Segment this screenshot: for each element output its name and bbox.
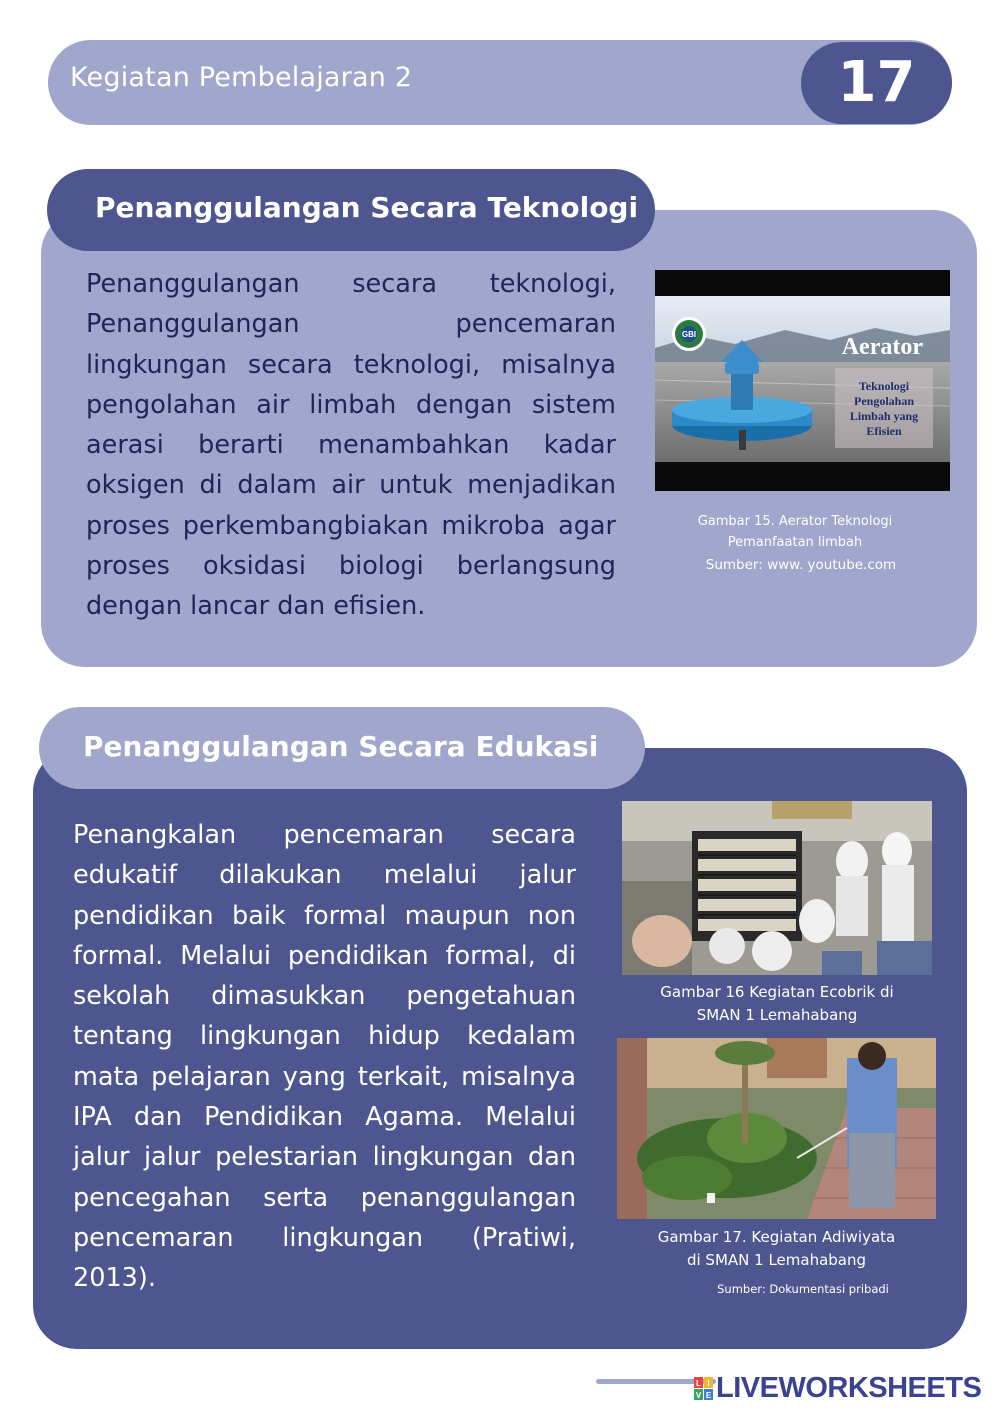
logo-letter-v: V: [695, 1391, 702, 1400]
section-edukasi-heading: Penanggulangan Secara Edukasi: [83, 730, 599, 763]
section-teknologi-body: Penanggulangan secara teknologi, Penanggulangan pencemaran lingkungan secara teknologi, misalnya pengolahan air limbah dengan sistem aerasi berarti menambahkan kadar oksigen di dalam air untuk menjadikan proses perkembangbiakan mikroba agar proses oksidasi biologi berlangsung dengan lancar dan efisien.: [86, 269, 616, 622]
aerator-image-title: Aerator: [841, 334, 923, 360]
liveworksheets-brand[interactable]: LIVEWORKSHEETS: [716, 1372, 982, 1404]
aerator-subtitle-4: Efisien: [866, 424, 902, 438]
figure-17-source: Sumber: Dokumentasi pribadi: [717, 1282, 889, 1296]
figure-16-caption-line2: SMAN 1 Lemahabang: [696, 1006, 858, 1024]
figure-16-caption-line1: Gambar 16 Kegiatan Ecobrik di: [660, 983, 894, 1001]
page-number: 17: [801, 42, 952, 124]
aerator-image: [655, 270, 950, 491]
header-title: Kegiatan Pembelajaran 2: [70, 62, 413, 93]
logo-letter-l: L: [696, 1379, 701, 1388]
adiwiyata-photo: [617, 1038, 936, 1219]
ecobrik-photo: [622, 801, 932, 975]
aerator-subtitle-3: Limbah yang: [849, 409, 919, 423]
ecobrik-illustration: [622, 801, 932, 975]
logo-letter-e: E: [705, 1391, 712, 1400]
section-teknologi-heading: Penanggulangan Secara Teknologi: [95, 191, 639, 224]
figure-17-caption-line2: di SMAN 1 Lemahabang: [686, 1251, 867, 1269]
figure-15-caption-line1: Gambar 15. Aerator Teknologi: [697, 514, 893, 529]
figure-17-caption-line1: Gambar 17. Kegiatan Adiwiyata: [657, 1228, 896, 1246]
adiwiyata-illustration: [617, 1038, 936, 1219]
figure-15-source: Sumber: www. youtube.com: [705, 557, 897, 573]
aerator-illustration: [655, 270, 950, 491]
aerator-subtitle-2: Pengolahan: [853, 394, 915, 408]
liveworksheets-logo-icon: [694, 1377, 714, 1401]
aerator-logo-text: GBI: [681, 330, 697, 339]
section-edukasi-body: Penangkalan pencemaran secara edukatif dilakukan melalui jalur pendidikan baik formal maupun non formal. Melalui pendidikan formal, di sekolah dimasukkan pengetahuan tentang lingkungan hidup kedalam mata pelajaran yang terkait, misalnya IPA dan Pendidikan Agama. Melalui jalur jalur pelestarian lingkungan dan pencegahan serta penanggulangan pencemaran lingkungan (Pratiwi, 2013).: [73, 820, 576, 1294]
aerator-subtitle-1: Teknologi: [858, 379, 910, 393]
logo-letter-i: I: [707, 1379, 710, 1388]
figure-15-caption-line2: Pemanfaatan limbah: [727, 535, 863, 550]
